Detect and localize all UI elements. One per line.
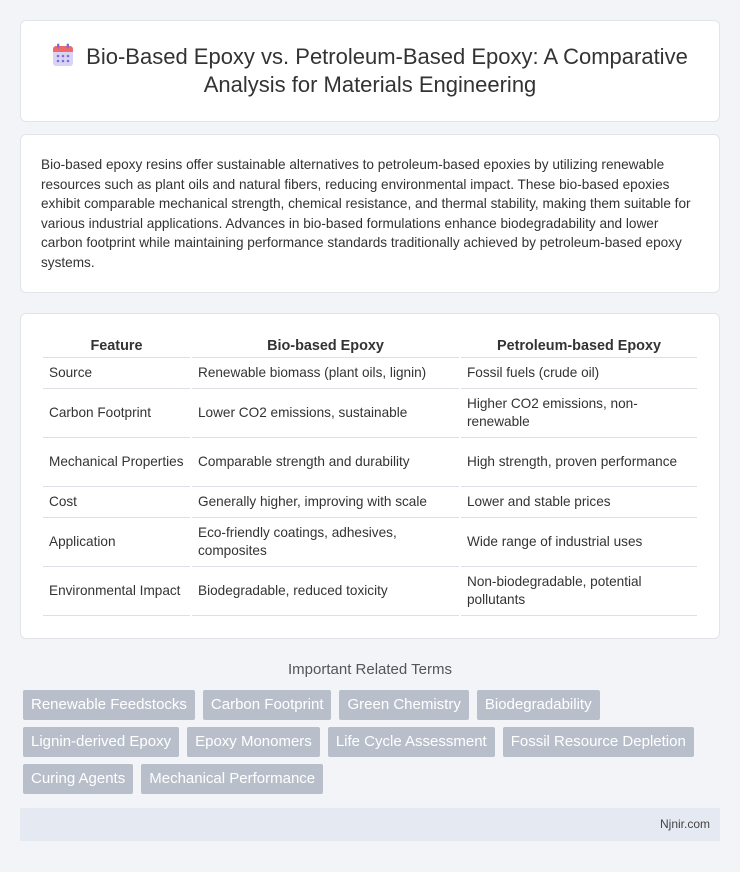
table-row bbox=[43, 438, 697, 487]
table-cell: Eco-friendly coatings, adhesives, composites bbox=[192, 518, 459, 567]
table-cell: Environmental Impact bbox=[43, 567, 190, 616]
table-cell: Renewable biomass (plant oils, lignin) bbox=[192, 358, 459, 389]
comparison-table bbox=[41, 334, 699, 616]
related-terms-section bbox=[20, 661, 720, 794]
tag-epoxy-monomers[interactable]: Epoxy Monomers bbox=[187, 727, 320, 757]
tag-lignin-derived-epoxy[interactable]: Lignin-derived Epoxy bbox=[23, 727, 179, 757]
header-bio-based: Bio-based Epoxy bbox=[192, 334, 459, 358]
table-cell: Higher CO2 emissions, non-renewable bbox=[461, 389, 697, 438]
intro-card bbox=[20, 134, 720, 293]
related-terms-tags bbox=[20, 690, 720, 794]
comparison-table-card bbox=[20, 313, 720, 639]
table-row bbox=[43, 358, 697, 389]
table-cell: Cost bbox=[43, 487, 190, 518]
title-card bbox=[20, 20, 720, 122]
page-title bbox=[51, 43, 689, 99]
table-cell: High strength, proven performance bbox=[461, 438, 697, 487]
tag-carbon-footprint[interactable]: Carbon Footprint bbox=[203, 690, 332, 720]
table-cell: Source bbox=[43, 358, 190, 389]
table-cell: Lower CO2 emissions, sustainable bbox=[192, 389, 459, 438]
table-cell: Generally higher, improving with scale bbox=[192, 487, 459, 518]
tag-curing-agents[interactable]: Curing Agents bbox=[23, 764, 133, 794]
table-cell: Biodegradable, reduced toxicity bbox=[192, 567, 459, 616]
table-row bbox=[43, 567, 697, 616]
table-cell: Lower and stable prices bbox=[461, 487, 697, 518]
tag-green-chemistry[interactable]: Green Chemistry bbox=[339, 690, 468, 720]
table-row bbox=[43, 389, 697, 438]
table-cell: Comparable strength and durability bbox=[192, 438, 459, 487]
table-cell: Carbon Footprint bbox=[43, 389, 190, 438]
table-cell: Wide range of industrial uses bbox=[461, 518, 697, 567]
related-terms-title: Important Related Terms bbox=[288, 661, 452, 678]
tag-renewable-feedstocks[interactable]: Renewable Feedstocks bbox=[23, 690, 195, 720]
tag-biodegradability[interactable]: Biodegradability bbox=[477, 690, 600, 720]
tag-mechanical-performance[interactable]: Mechanical Performance bbox=[141, 764, 323, 794]
page-title-text: Bio-Based Epoxy vs. Petroleum-Based Epoxy: A Comparative Analysis for Materials Engineering bbox=[86, 44, 688, 97]
footer bbox=[20, 808, 720, 841]
table-header-row bbox=[43, 334, 697, 358]
table-cell: Application bbox=[43, 518, 190, 567]
footer-site-link[interactable]: Njnir.com bbox=[659, 817, 710, 831]
table-row bbox=[43, 518, 697, 567]
tag-fossil-resource-depletion[interactable]: Fossil Resource Depletion bbox=[503, 727, 694, 757]
header-petroleum-based: Petroleum-based Epoxy bbox=[461, 334, 697, 358]
table-cell: Fossil fuels (crude oil) bbox=[461, 358, 697, 389]
intro-paragraph: Bio-based epoxy resins offer sustainable alternatives to petroleum-based epoxies by utilizing renewable resources such as plant oils and natural fibers, reducing environmental impact. These bio-based epoxies exhibit comparable mechanical strength, chemical resistance, and thermal stability, making them suitable for various industrial applications. Advances in bio-based formulations enhance biodegradability and lower carbon footprint while maintaining performance standards traditionally achieved by petroleum-based epoxy systems. bbox=[41, 157, 691, 270]
table-row bbox=[43, 487, 697, 518]
header-feature: Feature bbox=[43, 334, 190, 358]
table-cell: Non-biodegradable, potential pollutants bbox=[461, 567, 697, 616]
tag-life-cycle-assessment[interactable]: Life Cycle Assessment bbox=[328, 727, 495, 757]
table-cell: Mechanical Properties bbox=[43, 438, 190, 487]
calendar-doc-icon bbox=[52, 43, 74, 67]
